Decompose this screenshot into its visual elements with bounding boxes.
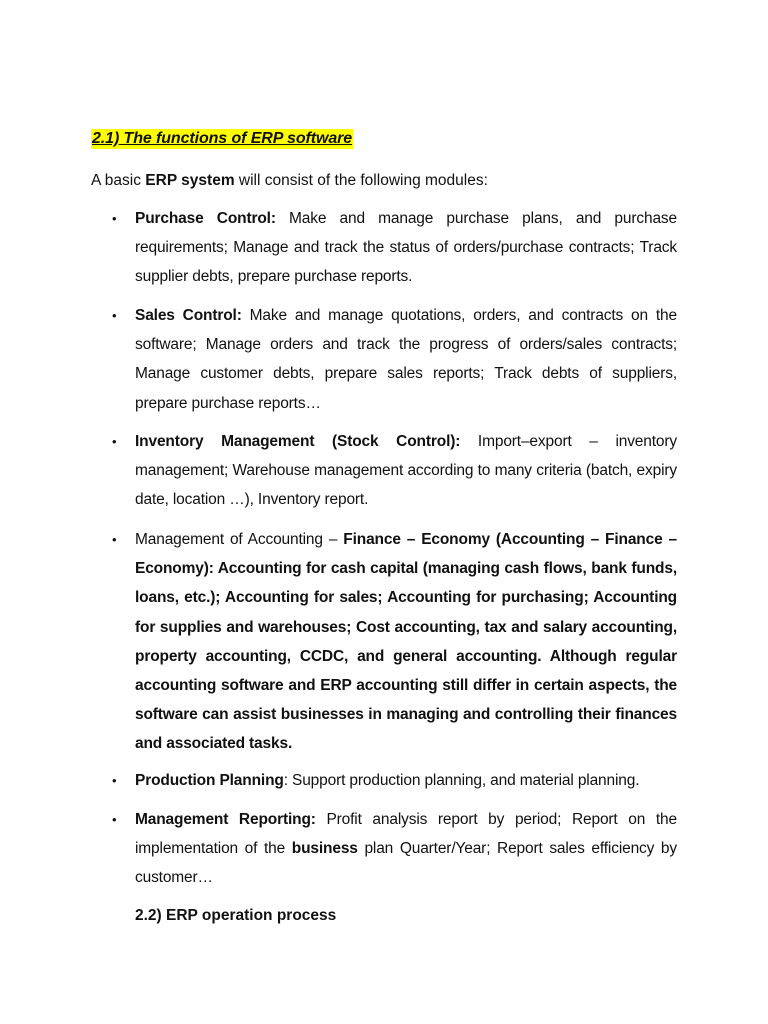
subsection-heading: 2.2) ERP operation process: [135, 907, 337, 924]
list-item-inventory-management: [112, 427, 677, 515]
intro-prefix: A basic: [91, 172, 146, 189]
intro-paragraph: [91, 170, 488, 192]
bullet-icon: •: [112, 773, 117, 788]
item-bold-term: business: [291, 840, 358, 858]
item-text: Make and manage quotations, orders, and contracts on the software; Manage orders and track the progress of orders/sales contracts; Manage customer debts, prepare sales reports; Track debts of suppliers, prepare purchase reports…: [135, 307, 677, 412]
intro-bold-term: ERP system: [145, 172, 235, 189]
bullet-icon: •: [112, 812, 117, 827]
item-title: Inventory Management (Stock Control):: [135, 433, 461, 450]
item-title: Sales Control:: [135, 307, 242, 324]
item-plain-prefix: Management of Accounting –: [135, 531, 344, 548]
section-heading: 2.1) The functions of ERP software: [92, 130, 353, 147]
item-text: Make and manage purchase plans, and purchase requirements; Manage and track the status of orders/purchase contracts; Track supplier debts, prepare purchase reports.: [135, 210, 677, 286]
item-title: Purchase Control:: [135, 210, 276, 227]
item-text-continued: plan Quarter/Year; Report sales efficiency by customer…: [135, 840, 677, 887]
list-item-sales-control: [112, 301, 677, 418]
bullet-icon: •: [112, 211, 117, 226]
bullet-icon: •: [112, 308, 117, 323]
bullet-icon: •: [112, 434, 117, 449]
item-title: Production Planning: [135, 772, 284, 789]
list-item-purchase-control: [112, 204, 677, 292]
list-item-accounting: [112, 525, 677, 759]
item-text: Profit analysis report by period; Report on the implementation of the: [135, 811, 677, 858]
intro-suffix: will consist of the following modules:: [234, 172, 488, 189]
item-text: : Support production planning, and material planning.: [283, 772, 640, 789]
list-item-management-reporting: [112, 805, 677, 893]
item-title: Finance – Economy (Accounting – Finance – Economy): Accounting for cash capital (managing cash flows, bank funds, loans, etc.); Accounting for sales; Accounting for purchasing; Accounting for supplies and warehouses; Cost accounting, tax and salary accounting, property accounting, CCDC, and general accounting. Although regular accounting software and ERP accounting still differ in certain aspects, the software can assist businesses in managing and controlling their finances and associated tasks.: [135, 531, 677, 753]
bullet-icon: •: [112, 532, 117, 547]
item-title: Management Reporting:: [135, 811, 316, 828]
item-text: Import–export – inventory management; Warehouse management according to many criteria (batch, expiry date, location …), Inventory report.: [135, 433, 677, 509]
list-item-production-planning: [112, 766, 677, 795]
